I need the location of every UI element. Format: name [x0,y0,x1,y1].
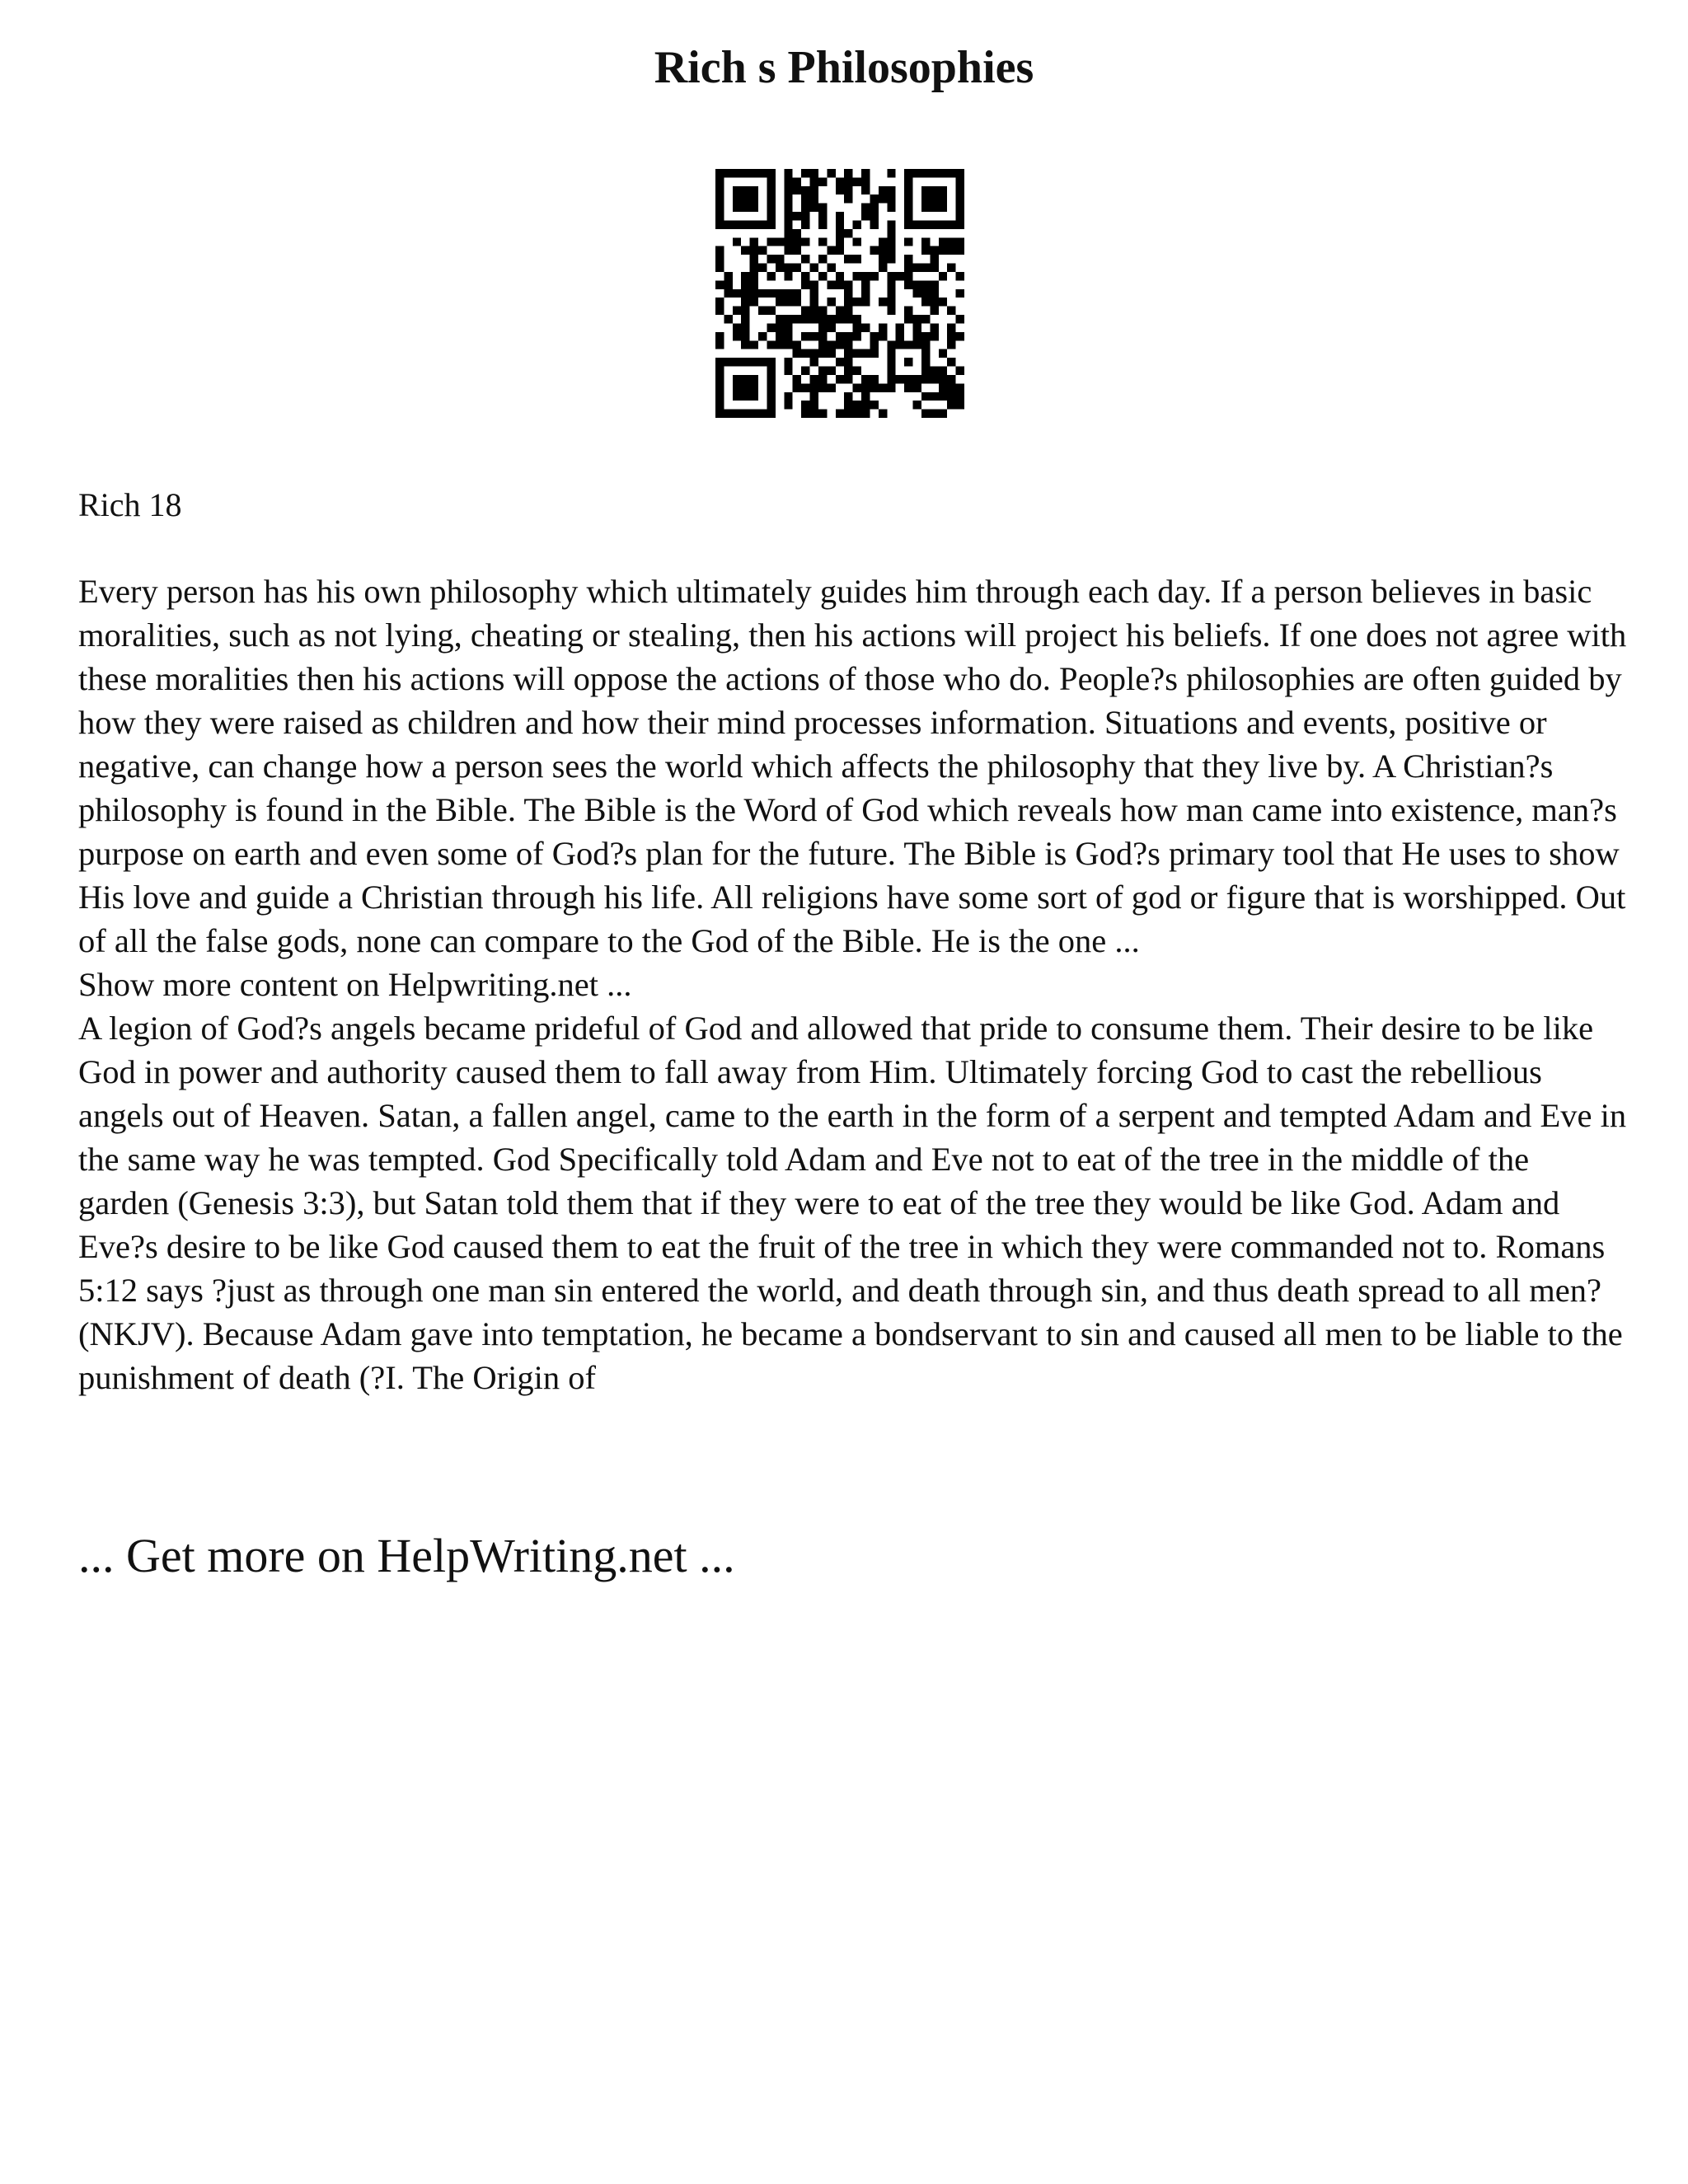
document-subtitle: Rich 18 [78,486,182,523]
get-more-link[interactable]: ... Get more on HelpWriting.net ... [78,1529,735,1582]
page-title: Rich s Philosophies [654,42,1034,93]
document-body [78,569,1628,1399]
show-more-link[interactable]: Show more content on Helpwriting.net ... [78,966,632,1003]
qr-code-icon [715,169,964,418]
paragraph: A legion of God?s angels became prideful of God and allowed that pride to consume them. Their desire to be like God in power and authority caused them to fall away from Him. Ultimately forcing God to cast the rebellious angels out of Heaven. Satan, a fallen angel, came to the earth in the form of a serpent and tempted Adam and Eve in the same way he was tempted. God Specifically told Adam and Eve not to eat of the tree in the middle of the garden (Genesis 3:3), but Satan told them that if they were to eat of the tree they would be like God. Adam and Eve?s desire to be like God caused them to eat the fruit of the tree in which they were commanded not to. Romans 5:12 says ?just as through one man sin entered the world, and death through sin, and thus death spread to all men? (NKJV). Because Adam gave into temptation, he became a bondservant to sin and caused all men to be liable to the punishment of death (?I. The Origin of [78,1010,1627,1396]
paragraph: Every person has his own philosophy which ultimately guides him through each day. If a person believes in basic moralities, such as not lying, cheating or stealing, then his actions will project his beliefs. If one does not agree with these moralities then his actions will oppose the actions of those who do. People?s philosophies are often guided by how they were raised as children and how their mind processes information. Situations and events, positive or negative, can change how a person sees the world which affects the philosophy that they live by. A Christian?s philosophy is found in the Bible. The Bible is the Word of God which reveals how man came into existence, man?s purpose on earth and even some of God?s plan for the future. The Bible is God?s primary tool that He uses to show His love and guide a Christian through his life. All religions have some sort of god or figure that is worshipped. Out of all the false gods, none can compare to the God of the Bible. He is the one ... [78,573,1627,959]
